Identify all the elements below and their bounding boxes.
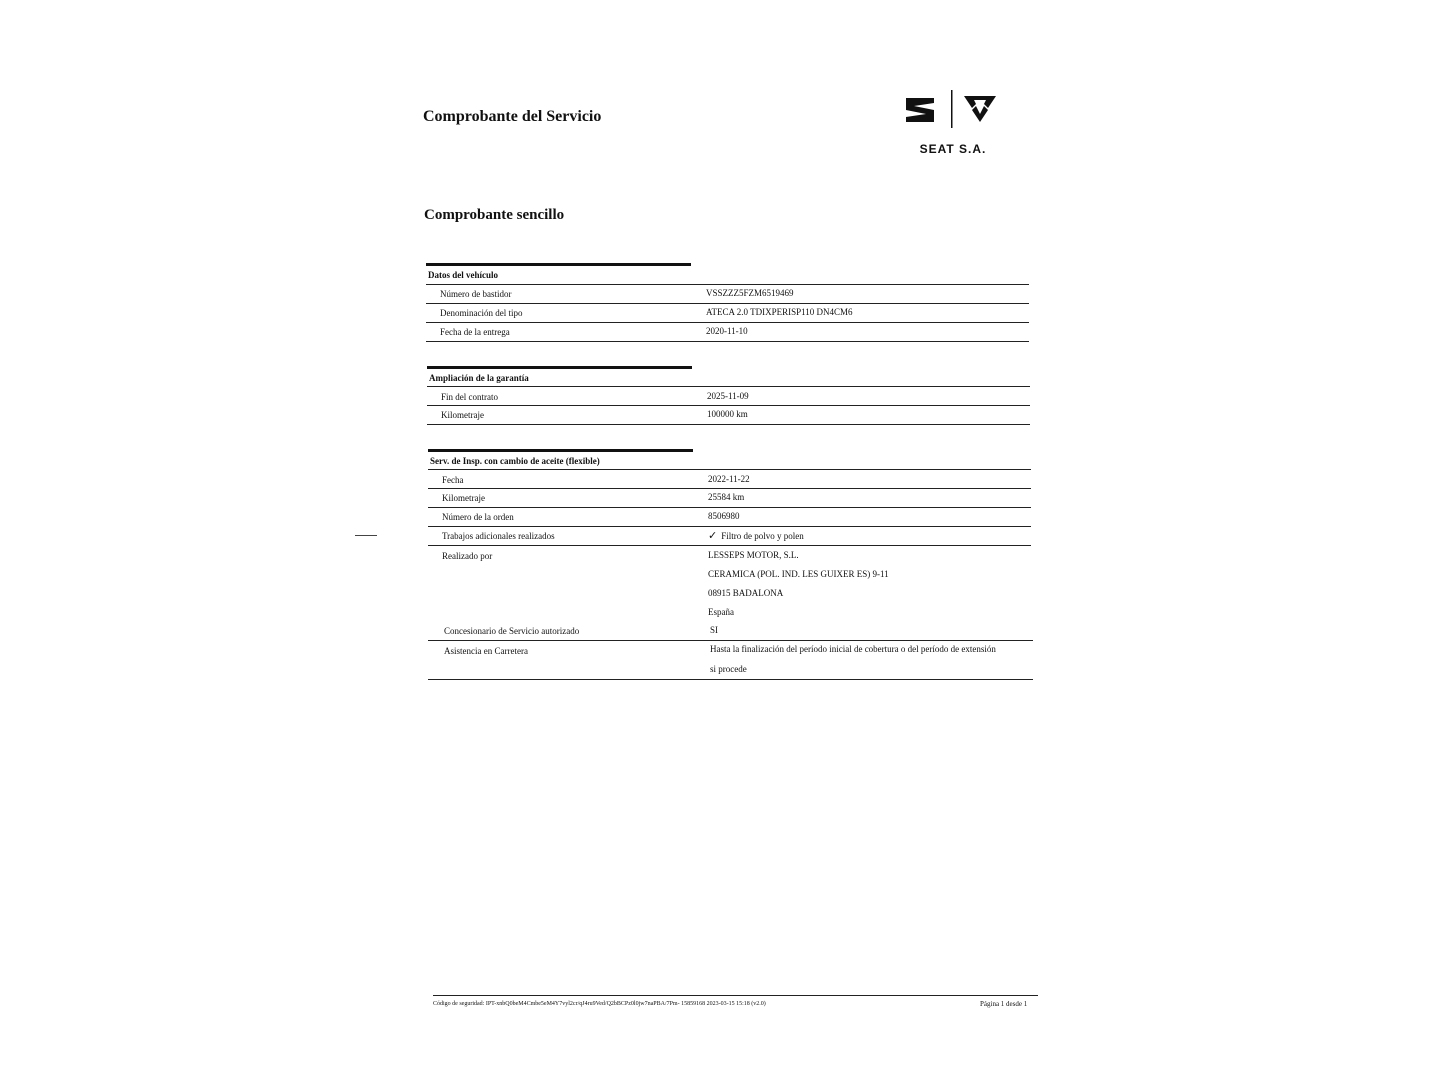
section-bar: [428, 449, 693, 452]
service-km-label: Kilometraje: [442, 493, 485, 503]
row-divider: [427, 424, 1030, 425]
row-divider: [428, 488, 1031, 489]
roadside-assistance-line2: si procede: [710, 664, 747, 674]
row-divider: [428, 679, 1033, 680]
section-title-vehiculo: Datos del vehículo: [428, 270, 499, 280]
logo-divider: [951, 90, 953, 128]
row-divider: [426, 303, 1029, 304]
delivery-date-value: 2020-11-10: [706, 326, 748, 336]
row-divider: [426, 341, 1029, 342]
roadside-assistance-line1: Hasta la finalización del período inicial de cobertura o del período de extensión: [710, 644, 996, 654]
order-number-value: 8506980: [708, 511, 740, 521]
document-subtitle: Comprobante sencillo: [424, 207, 565, 223]
scan-mark: [355, 535, 377, 536]
authorized-dealer-label: Concesionario de Servicio autorizado: [444, 626, 580, 636]
row-divider: [428, 545, 1031, 546]
row-divider: [428, 507, 1031, 508]
additional-work-value: [708, 529, 804, 542]
dealer-country: España: [708, 607, 734, 617]
dealer-address: CERAMICA (POL. IND. LES GUIXER ES) 9-11: [708, 569, 889, 579]
service-date-value: 2022-11-22: [708, 474, 750, 484]
warranty-km-label: Kilometraje: [441, 410, 484, 420]
seat-logo-icon: [906, 98, 934, 122]
contract-end-value: 2025-11-09: [707, 391, 749, 401]
row-divider: [426, 284, 1029, 285]
cupra-logo-icon: [964, 96, 996, 122]
document-title: Comprobante del Servicio: [423, 108, 602, 125]
row-divider: [426, 322, 1029, 323]
vin-value: VSSZZZ5FZM6519469: [706, 288, 794, 298]
delivery-date-label: Fecha de la entrega: [440, 327, 510, 337]
section-title-garantia: Ampliación de la garantía: [429, 373, 529, 383]
row-divider: [428, 526, 1031, 527]
vin-label: Número de bastidor: [440, 289, 512, 299]
footer-divider: [433, 995, 1038, 996]
section-bar: [426, 263, 691, 266]
order-number-label: Número de la orden: [442, 512, 514, 522]
section-bar: [427, 366, 692, 369]
page-number: Página 1 desde 1: [980, 1000, 1028, 1008]
warranty-km-value: 100000 km: [707, 409, 748, 419]
roadside-assistance-label: Asistencia en Carretera: [444, 646, 528, 656]
additional-work-label: Trabajos adicionales realizados: [442, 531, 555, 541]
row-divider: [427, 405, 1030, 406]
type-value: ATECA 2.0 TDIXPERISP110 DN4CM6: [706, 307, 853, 317]
dealer-name: LESSEPS MOTOR, S.L.: [708, 550, 799, 560]
performed-by-label: Realizado por: [442, 551, 493, 561]
brand-caption: SEAT S.A.: [919, 142, 987, 156]
service-date-label: Fecha: [442, 475, 464, 485]
dealer-city: 08915 BADALONA: [708, 588, 784, 598]
security-code: Código de seguridad: IPT-xnbQ0beM4Cmbe5eM4Y7vyl2cr/qJ4ru9Ved/Q2bBCPz0l0jw7naPBA/7Pm- 15859168 2023-03-15 15:18 (v2.0): [433, 1001, 766, 1007]
row-divider: [428, 469, 1031, 470]
contract-end-label: Fin del contrato: [441, 392, 498, 402]
service-km-value: 25584 km: [708, 492, 745, 502]
checkmark-icon: ✓: [708, 530, 718, 542]
row-divider: [427, 386, 1030, 387]
row-divider: [428, 640, 1033, 641]
additional-work-text: Filtro de polvo y polen: [721, 531, 804, 541]
section-title-servicio: Serv. de Insp. con cambio de aceite (flexible): [430, 456, 600, 466]
authorized-dealer-value: SI: [710, 625, 719, 635]
type-label: Denominación del tipo: [440, 308, 523, 318]
